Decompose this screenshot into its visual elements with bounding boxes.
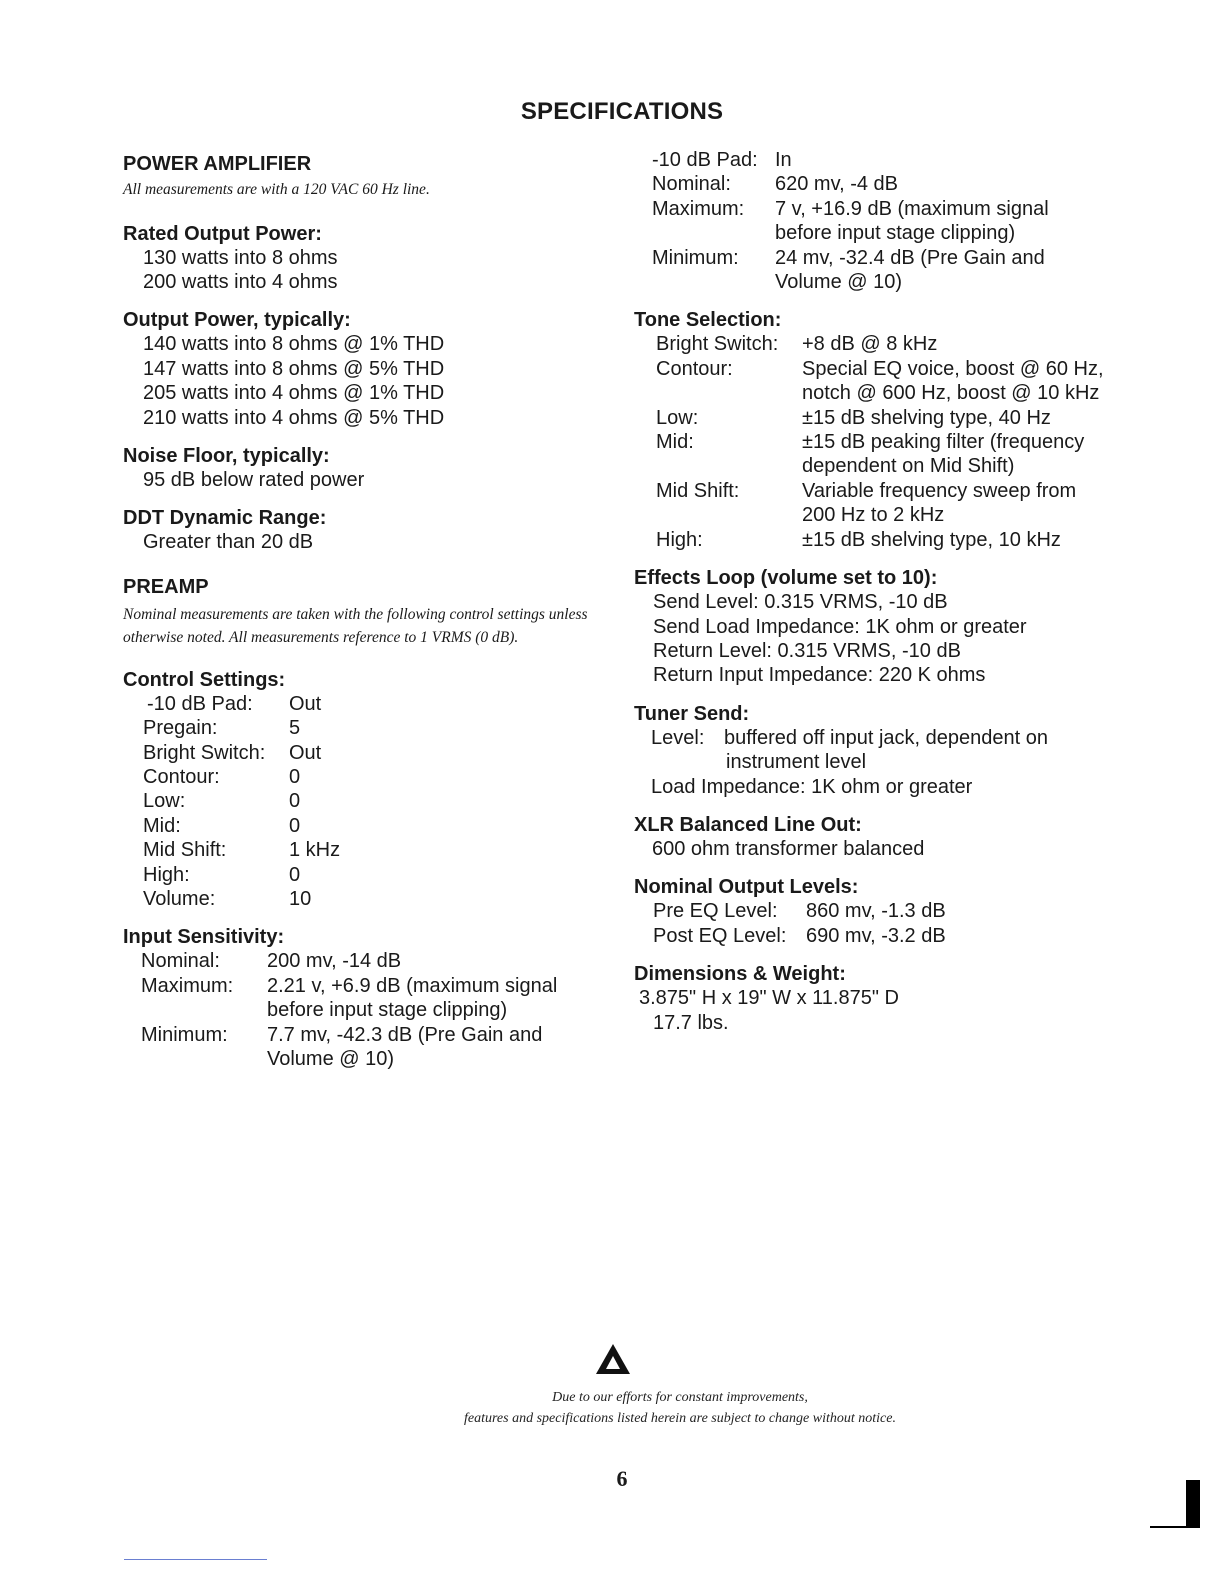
effects-loop-line: Return Level: 0.315 VRMS, -10 dB xyxy=(653,639,961,662)
setting-value: Out xyxy=(289,692,322,715)
spec-label: Minimum: xyxy=(652,246,739,269)
spec-value-line: Variable frequency sweep from xyxy=(802,479,1077,502)
spec-value xyxy=(806,899,946,923)
spec-value-line: 690 mv, -3.2 dB xyxy=(806,924,946,947)
effects-loop-heading: Effects Loop (volume set to 10): xyxy=(634,567,938,590)
table-row xyxy=(652,172,1194,196)
spec-value-line: 7 v, +16.9 dB (maximum signal xyxy=(775,197,1049,220)
spec-label: Mid: xyxy=(656,431,694,454)
scan-edge-line xyxy=(1150,1526,1200,1528)
setting-value: 0 xyxy=(289,863,301,886)
table-row xyxy=(143,692,613,716)
spec-value-line: before input stage clipping) xyxy=(267,999,508,1022)
dimensions-heading: Dimensions & Weight: xyxy=(634,963,846,986)
effects-loop-line: Send Load Impedance: 1K ohm or greater xyxy=(653,615,1027,638)
tuner-load-line: Load Impedance: 1K ohm or greater xyxy=(651,775,973,798)
table-row xyxy=(656,357,1194,406)
xlr-heading: XLR Balanced Line Out: xyxy=(634,813,862,836)
table-row xyxy=(653,924,1194,948)
spec-value-line: before input stage clipping) xyxy=(775,222,1016,245)
setting-label: Volume: xyxy=(143,888,216,910)
spec-label: Contour: xyxy=(656,357,733,380)
setting-label: High: xyxy=(143,863,190,886)
table-row xyxy=(656,406,1194,430)
table-row xyxy=(652,148,1194,172)
table-row xyxy=(651,726,1194,775)
preamp-heading: PREAMP xyxy=(123,575,209,598)
input-sensitivity-heading: Input Sensitivity: xyxy=(123,926,285,949)
typical-output-line: 140 watts into 8 ohms @ 1% THD xyxy=(143,333,445,356)
pad-in-table xyxy=(634,148,1194,294)
table-row xyxy=(143,814,613,838)
spec-label: Maximum: xyxy=(141,974,234,997)
spec-value-line: instrument level xyxy=(726,751,867,774)
spec-value xyxy=(267,1023,542,1072)
typical-output-line: 205 watts into 4 ohms @ 1% THD xyxy=(143,382,445,405)
table-row xyxy=(143,789,613,813)
page-number: 6 xyxy=(616,1466,628,1491)
input-sensitivity-table xyxy=(123,949,613,1071)
setting-value: Out xyxy=(289,741,322,764)
spec-value xyxy=(802,357,1104,406)
table-row xyxy=(656,479,1194,528)
triangle-logo-icon xyxy=(595,1343,631,1375)
spec-value xyxy=(806,924,946,948)
spec-label: Level: xyxy=(651,726,705,749)
spec-value xyxy=(802,479,1076,528)
spec-value-line: In xyxy=(775,149,792,171)
rated-output-line: 130 watts into 8 ohms xyxy=(143,246,338,269)
tone-selection-heading: Tone Selection: xyxy=(634,309,782,332)
spec-value xyxy=(802,332,937,356)
setting-value: 10 xyxy=(289,888,312,910)
spec-value-line: 200 mv, -14 dB xyxy=(267,950,402,973)
setting-label: Low: xyxy=(143,790,186,813)
spec-value-line: Volume @ 10) xyxy=(267,1048,395,1071)
typical-output-line: 147 watts into 8 ohms @ 5% THD xyxy=(143,357,445,380)
spec-value-line: Volume @ 10) xyxy=(775,271,903,294)
spec-value-line: ±15 dB shelving type, 40 Hz xyxy=(802,406,1051,429)
ddt-range-line: Greater than 20 dB xyxy=(143,531,314,554)
spec-label: High: xyxy=(656,528,703,551)
table-row xyxy=(656,332,1194,356)
spec-label: Minimum: xyxy=(141,1023,228,1046)
spec-label: Pre EQ Level: xyxy=(653,900,778,923)
table-row xyxy=(143,887,613,911)
tuner-send-heading: Tuner Send: xyxy=(634,702,750,725)
spec-value xyxy=(775,148,792,172)
table-row xyxy=(141,974,613,1023)
setting-value: 1 kHz xyxy=(289,839,341,862)
table-row xyxy=(653,899,1194,923)
spec-value-line: notch @ 600 Hz, boost @ 10 kHz xyxy=(802,382,1100,405)
spec-value-line: buffered off input jack, dependent on xyxy=(724,726,1048,749)
setting-label: Contour: xyxy=(143,765,220,788)
footer-notice-line-2: features and specifications listed herein are subject to change without notice. xyxy=(464,1411,896,1426)
power-amplifier-note: All measurements are with a 120 VAC 60 Hz line. xyxy=(123,181,430,198)
table-row xyxy=(656,430,1194,479)
spec-value-line: 7.7 mv, -42.3 dB (Pre Gain and xyxy=(267,1023,543,1046)
spec-value xyxy=(802,528,1061,552)
left-column xyxy=(123,148,613,1071)
spec-value-line: ±15 dB peaking filter (frequency xyxy=(802,431,1085,454)
spec-label: Bright Switch: xyxy=(656,333,779,356)
spec-value-line: 620 mv, -4 dB xyxy=(775,173,899,196)
scan-edge-mark xyxy=(1186,1480,1200,1528)
right-column xyxy=(634,148,1194,1035)
spec-value-line: dependent on Mid Shift) xyxy=(802,455,1015,478)
control-settings-table xyxy=(123,692,613,912)
weight-line: 17.7 lbs. xyxy=(653,1011,729,1034)
rated-output-line: 200 watts into 4 ohms xyxy=(143,270,338,293)
spec-label: Post EQ Level: xyxy=(653,924,787,947)
spec-label: -10 dB Pad: xyxy=(652,149,758,171)
noise-floor-heading: Noise Floor, typically: xyxy=(123,444,330,467)
table-row xyxy=(656,528,1194,552)
spec-value-line: 2.21 v, +6.9 dB (maximum signal xyxy=(267,974,558,997)
setting-value: 5 xyxy=(289,717,301,740)
typical-output-line: 210 watts into 4 ohms @ 5% THD xyxy=(143,406,445,429)
dimensions-line: 3.875" H x 19" W x 11.875" D xyxy=(639,987,899,1010)
spec-value xyxy=(724,726,1048,775)
spec-value-line: +8 dB @ 8 kHz xyxy=(802,333,938,356)
table-row xyxy=(141,1023,613,1072)
setting-label: Bright Switch: xyxy=(143,741,266,764)
setting-label: Mid Shift: xyxy=(143,839,227,862)
spec-value xyxy=(802,406,1051,430)
setting-label: Mid: xyxy=(143,814,181,837)
setting-value: 0 xyxy=(289,814,301,837)
spec-label: Nominal: xyxy=(652,173,731,196)
noise-floor-line: 95 dB below rated power xyxy=(143,468,365,491)
bottom-rule xyxy=(124,1559,267,1560)
table-row xyxy=(652,246,1194,295)
spec-label: Nominal: xyxy=(141,950,220,973)
setting-label: Pregain: xyxy=(143,717,218,740)
spec-value-line: Special EQ voice, boost @ 60 Hz, xyxy=(802,357,1104,380)
nominal-output-heading: Nominal Output Levels: xyxy=(634,876,859,899)
spec-label: Maximum: xyxy=(652,197,745,220)
table-row xyxy=(143,765,613,789)
table-row xyxy=(652,197,1194,246)
spec-value-line: 200 Hz to 2 kHz xyxy=(802,504,945,527)
spec-value-line: 24 mv, -32.4 dB (Pre Gain and xyxy=(775,246,1045,269)
tone-selection-table xyxy=(634,332,1194,552)
table-row xyxy=(143,838,613,862)
spec-value xyxy=(267,974,557,1023)
setting-value: 0 xyxy=(289,765,301,788)
ddt-range-heading: DDT Dynamic Range: xyxy=(123,507,327,530)
spec-value xyxy=(775,197,1049,246)
table-row xyxy=(143,716,613,740)
spec-value-line: 860 mv, -1.3 dB xyxy=(806,900,946,923)
preamp-note: Nominal measurements are taken with the following control settings unless otherwise noted. All measurements reference to 1 VRMS (0 dB). xyxy=(123,605,588,647)
table-row xyxy=(143,863,613,887)
tuner-send-table xyxy=(634,726,1194,799)
table-row xyxy=(141,949,613,973)
rated-output-heading: Rated Output Power: xyxy=(123,222,322,245)
control-settings-heading: Control Settings: xyxy=(123,668,286,691)
page-title: SPECIFICATIONS xyxy=(520,98,724,125)
spec-value xyxy=(802,430,1084,479)
typical-output-heading: Output Power, typically: xyxy=(123,309,351,332)
spec-label: Low: xyxy=(656,406,699,429)
setting-value: 0 xyxy=(289,790,301,813)
power-amplifier-heading: POWER AMPLIFIER xyxy=(123,153,312,175)
spec-label: Mid Shift: xyxy=(656,479,740,502)
xlr-line: 600 ohm transformer balanced xyxy=(652,837,925,860)
footer-notice-line-1: Due to our efforts for constant improvements, xyxy=(552,1390,808,1405)
nominal-output-table xyxy=(634,899,1194,948)
setting-label: -10 dB Pad: xyxy=(147,692,253,715)
effects-loop-line: Send Level: 0.315 VRMS, -10 dB xyxy=(653,591,948,614)
spec-value xyxy=(775,172,898,196)
spec-value xyxy=(775,246,1045,295)
table-row xyxy=(143,741,613,765)
spec-value xyxy=(267,949,401,973)
effects-loop-line: Return Input Impedance: 220 K ohms xyxy=(653,664,986,687)
spec-value-line: ±15 dB shelving type, 10 kHz xyxy=(802,528,1061,551)
